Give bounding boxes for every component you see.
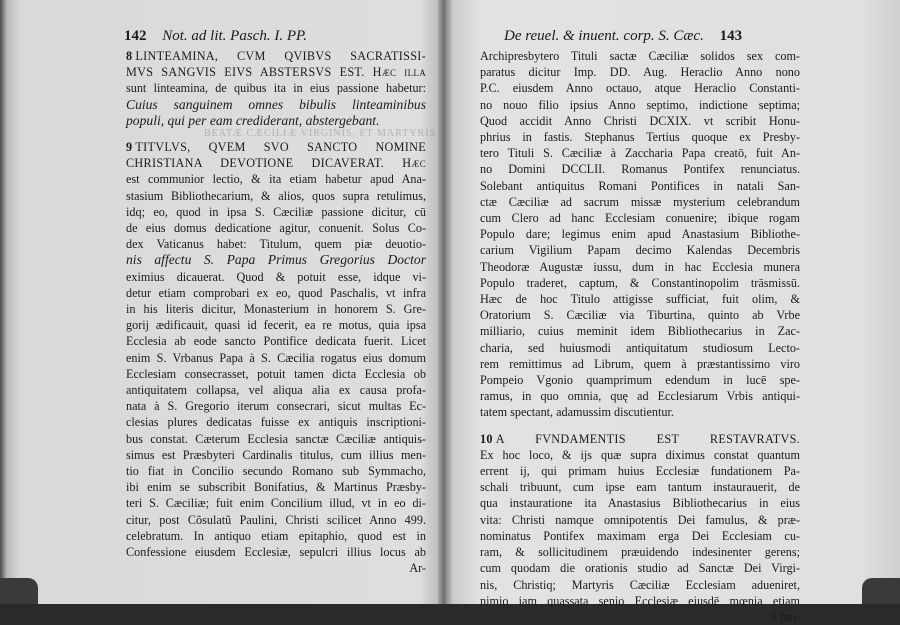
text-line: no nouo filio ipsius Anno septimo, indictione septima; (480, 97, 800, 112)
bleed-through-text: BEATÆ CÆCILIÆ VIRGINIS, ET MARTYRIS (204, 128, 437, 139)
section-number: 10 (480, 431, 493, 446)
text-line: nata à S. Gregorio iterum consecrari, sicut multas Ec- (126, 399, 426, 414)
text-line: ibi enim se subscribit Bonifatius, & Martinus Præsby- (126, 480, 426, 495)
text-line: antiquitatem collapsa, vel aliqua alia ex causa profa- (126, 383, 426, 398)
text-line: ram, & sollicitudinem præuidendo indesinenter gerens; (480, 545, 800, 560)
text-line: schali tribuunt, cum ipse eam tantum instaurauerit, de (480, 480, 800, 495)
text-line: CHRISTIANA DEVOTIONE DICAVERAT. Hæc (126, 156, 426, 171)
book-gutter (438, 0, 452, 604)
text-line: cum quodam die orationis studio ad Sanctæ Dei Virgi- (480, 561, 800, 576)
text-line: ctæ Cæciliæ ad sacrum missæ mysterium celebrandum (480, 194, 800, 209)
text-line: no Domini DCCLII. Romanus Pontifex renunciatus. (480, 162, 800, 177)
text-line: nis, Christiq; Martyris Cæciliæ Ecclesiam adueniret, (480, 577, 800, 592)
text-line: MVS SANGVIS EIVS ABSTERSVS EST. Hæc illa (126, 65, 426, 80)
text-line: tatem spectant, adamussim discutientur. (480, 405, 674, 420)
text-line: bus constat. Cæterum Ecclesia sanctæ Cæciliæ antiquis- (126, 431, 426, 446)
text-line: Ecclesia ab eode sancto Pontifice dedicata fuerit. Licet (126, 334, 426, 349)
text-line-italic: Cuius sanguinem omnes bibulis linteaminibus (126, 96, 426, 112)
text-line: simus est Præsbyteri Cardinalis titulus, cum illius men- (126, 447, 426, 462)
text-line: enim S. Vrbanus Papa à S. Cæcilia rogatus eius domum (126, 350, 426, 365)
text-line: citur, post Cõsulatũ Paulini, Christi scilicet Anno 499. (126, 512, 426, 527)
right-page-number: 143 (719, 28, 743, 44)
left-page-number: 142 (124, 28, 147, 44)
text-line: cum Clero ad hanc Ecclesiam conuenire; ibique rogam (480, 211, 800, 226)
text-line: de eius domus dedicatione agitur, conuenit. Solus Co- (126, 221, 426, 236)
text-line: est communior lectio, & ita etiam habetur apud Ana- (126, 172, 426, 187)
text-line: teri S. Cæciliæ; fuit enim Concilium illud, vt in eo di- (126, 496, 426, 511)
text-line: dex Vaticanus habet: Titulum, quem piæ deuotio- (126, 237, 426, 252)
right-page (452, 0, 900, 624)
section-8-line-1: 8 LINTEAMINA, CVM QVIBVS SACRATISSI- (126, 49, 426, 63)
text-line: Ecclesiam consecrasset, potuit tamen dicta Ecclesia ob (126, 366, 426, 381)
section-gap (126, 129, 426, 139)
text-line: celebratum. In antiquo etiam epitaphio, quod est in (126, 528, 426, 543)
text-line: Quod accidit Anno Christi DCXIX. vt scribit Honu- (480, 113, 800, 128)
section-9-line-1: 9 TITVLVS, QVEM SVO SANCTO NOMINE (126, 140, 426, 155)
left-running-head (124, 28, 307, 45)
text-line: Populo traderet, captum, & Constantinopolim trāsmissū. (480, 275, 800, 290)
right-running-head (504, 28, 742, 45)
text-line: tero Tituli S. Cæciliæ à Zaccharia Papa creatō, fuit An- (480, 146, 800, 161)
text-line: nominatus Pontifex maximam erga Dei Ecclesiam cu- (480, 528, 800, 543)
text-line: clesias plures dedicatas fuisse ex antiquis inscriptioni- (126, 415, 426, 430)
text-line: stasium Bibliothecarium, & alios, quos supra retulimus, (126, 188, 426, 203)
text-line: Ex hoc loco, & ijs quæ supra diximus constat quantum (480, 447, 800, 462)
catchword: Ar- (409, 561, 426, 576)
text-line: milliario, cuius meminit idem Bibliothecarius in Zac- (480, 324, 800, 339)
text-line: errent ij, qui primam huius Ecclesiæ fundationem Pa- (480, 464, 800, 479)
section-number: 9 (126, 140, 133, 155)
catchword: à fun- (771, 609, 800, 624)
text-line: nimio iam quassata senio Ecclesiæ eiusdē mœnia etiam (480, 593, 800, 608)
text-line: phrius in fastis. Stephanus Tertius quoque ex Presby- (480, 130, 800, 145)
text-line: carium Vigilium Papam decimo Kalendas Decembris (480, 243, 800, 258)
text-line: qua instauratione ita Anastasius Bibliothecarius in eius (480, 496, 800, 511)
text-line: tio fiat in Concilio secundo Romano sub Symmacho, (126, 464, 426, 479)
text-line: in his literis dicitur, Monasterium in honorem S. Gre- (126, 302, 426, 317)
left-text-block (126, 48, 426, 577)
right-text-block (480, 48, 800, 625)
right-running-title: De reuel. & inuent. corp. S. Cæc. (504, 28, 704, 44)
section-gap (480, 421, 800, 431)
text-line: Hæc de hoc Titulo attigisse sufficiat, fuit olim, & (480, 292, 800, 307)
text-line: rem remittimus ad Librum, quem à præstantissimo viro (480, 356, 800, 371)
text-line: Confessione eiusdem Ecclesiæ, sepulcri illius locus ab (126, 545, 426, 560)
text-line: paratus dicitur Imp. DD. Aug. Heraclio Anno nono (480, 65, 800, 80)
text-line: charia, sed huiusmodi antiquitatum studiosum Lecto- (480, 340, 800, 355)
text-line: Theodoræ Augustæ iussu, dum in hac Ecclesia munera (480, 259, 800, 274)
text-line: Pompeio Vgonio quamprimum edendum in lucē spe- (480, 373, 800, 388)
text-line: Archipresbytero Tituli sactæ Cæciliæ solidos sex com- (480, 49, 800, 63)
left-page (8, 0, 440, 604)
text-line: ramus, in quo omnia, quę ad Ecclesiarum Vrbis antiqui- (480, 389, 800, 404)
text-line: gorij ædificauit, quasi id fecerit, ea re motus, quia ipsa (126, 318, 426, 333)
text-line: eximius dicauerat. Quod & potuit esse, idque vi- (126, 269, 426, 284)
text-line: idq; eo, quod in ipsa S. Cæciliæ passione dicitur, cū (126, 204, 426, 219)
text-line: P.C. eiusdem Anno octauo, atque Heraclio Constanti- (480, 81, 800, 96)
left-running-title: Not. ad lit. Pasch. I. PP. (162, 28, 307, 44)
text-line: vita: Christi namque omnipotentis Dei famulus, & præ- (480, 512, 800, 527)
text-line: detur etiam comprobari ex eo, quod Paschalis, vt infra (126, 285, 426, 300)
text-line: Solebant antiquitus Romani Pontifices in natali San- (480, 178, 800, 193)
text-line: sunt linteamina, de quibus ita in eius passione habetur: (126, 81, 426, 96)
text-line: Populo dare; legimus enim apud Anastasium Bibliothe- (480, 227, 800, 242)
section-10-line-1: 10 A FVNDAMENTIS EST RESTAVRATVS. (480, 431, 800, 446)
text-line-italic: populi, qui per eam crediderant, abstergebant. (126, 112, 380, 128)
text-line-italic: nis affectu S. Papa Primus Gregorius Doctor (126, 252, 426, 268)
text-line: Oratorium S. Cæciliæ via Tiburtina, quinto ab Vrbe (480, 308, 800, 323)
section-number: 8 (126, 49, 133, 63)
